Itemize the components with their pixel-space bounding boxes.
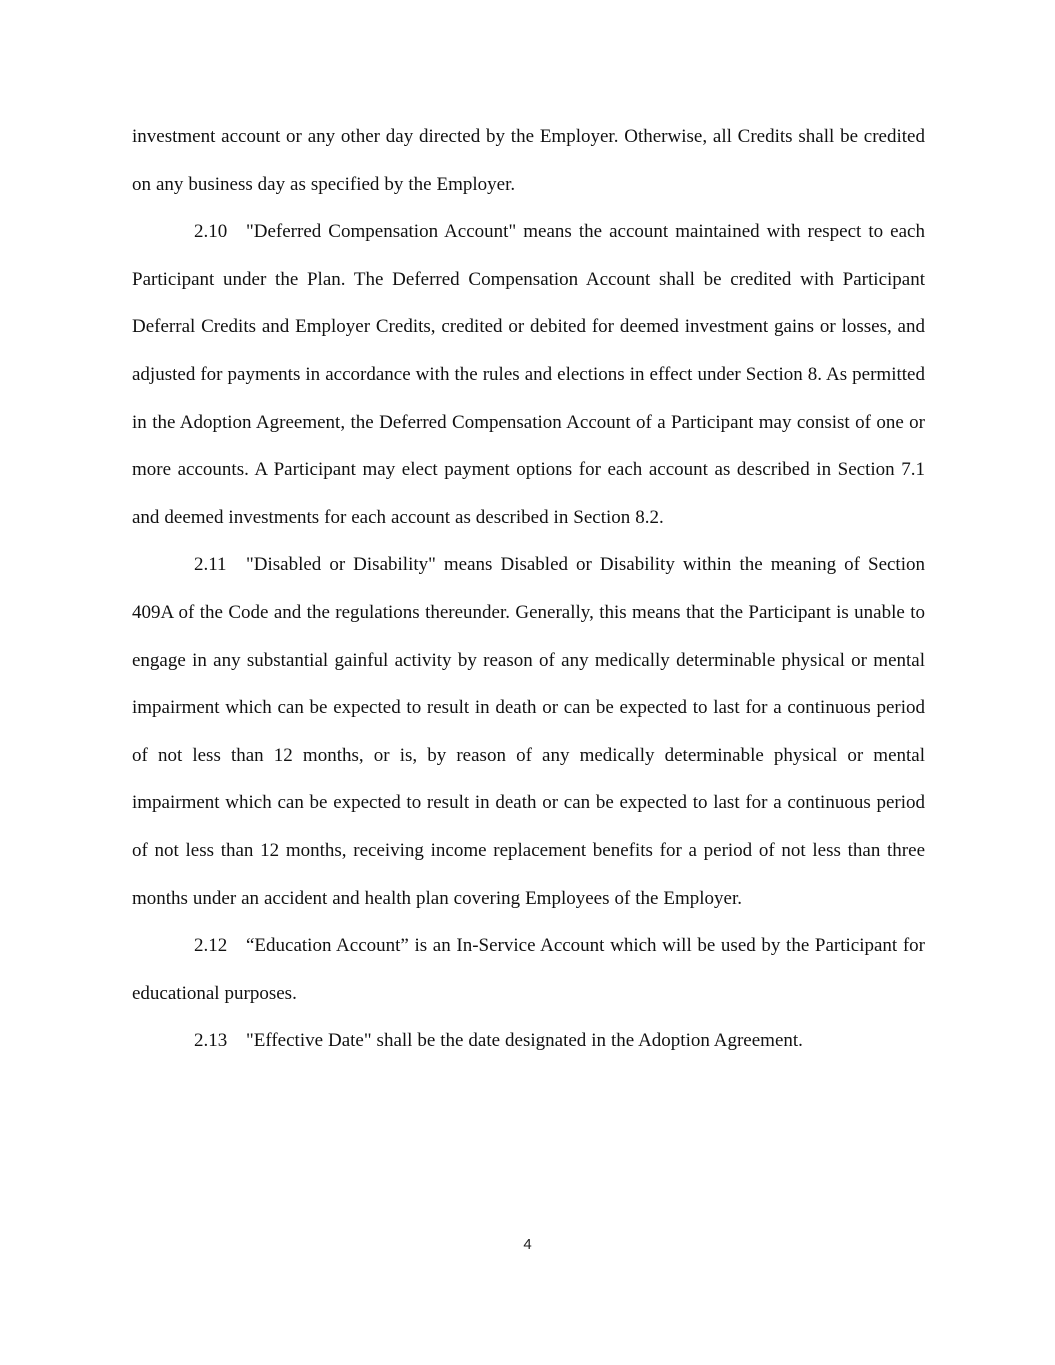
section-number: 2.11: [194, 554, 227, 576]
section-number: 2.13: [194, 1030, 228, 1052]
section-number: 2.12: [194, 935, 228, 957]
section-text: "Deferred Compensation Account" means the account maintained with respect to each Participant under the Plan. The Deferred Compensation Account shall be credited with Participant Deferral Credits and Employer Credits, credited or debited for deemed investment gains or losses, and adjusted for payments in accordance with the rules and elections in effect under Section 8. As permitted in the Adoption Agreement, the Deferred Compensation Account of a Participant may consist of one or more accounts. A Participant may elect payment options for each account as described in Section 7.1 and deemed investments for each account as described in Section 8.2.: [132, 221, 925, 528]
section-2-12: [132, 922, 925, 1017]
section-number: 2.10: [194, 221, 228, 243]
section-2-11: [132, 541, 925, 922]
section-text: "Disabled or Disability" means Disabled or Disability within the meaning of Section 409A of the Code and the regulations thereunder. Generally, this means that the Participant is unable to engage in any substantial gainful activity by reason of any medically determinable physical or mental impairment which can be expected to result in death or can be expected to last for a continuous period of not less than 12 months, or is, by reason of any medically determinable physical or mental impairment which can be expected to result in death or can be expected to last for a continuous period of not less than 12 months, receiving income replacement benefits for a period of not less than three months under an accident and health plan covering Employees of the Employer.: [132, 554, 925, 909]
section-text: "Effective Date" shall be the date designated in the Adoption Agreement.: [246, 1030, 803, 1052]
section-2-13: [132, 1017, 925, 1065]
page-number: 4: [523, 1236, 532, 1253]
section-2-10: [132, 208, 925, 541]
continued-paragraph: investment account or any other day directed by the Employer. Otherwise, all Credits shall be credited on any business day as specified by the Employer.: [132, 126, 925, 195]
document-body: [132, 113, 925, 1065]
section-text: “Education Account” is an In-Service Account which will be used by the Participant for educational purposes.: [132, 935, 925, 1004]
